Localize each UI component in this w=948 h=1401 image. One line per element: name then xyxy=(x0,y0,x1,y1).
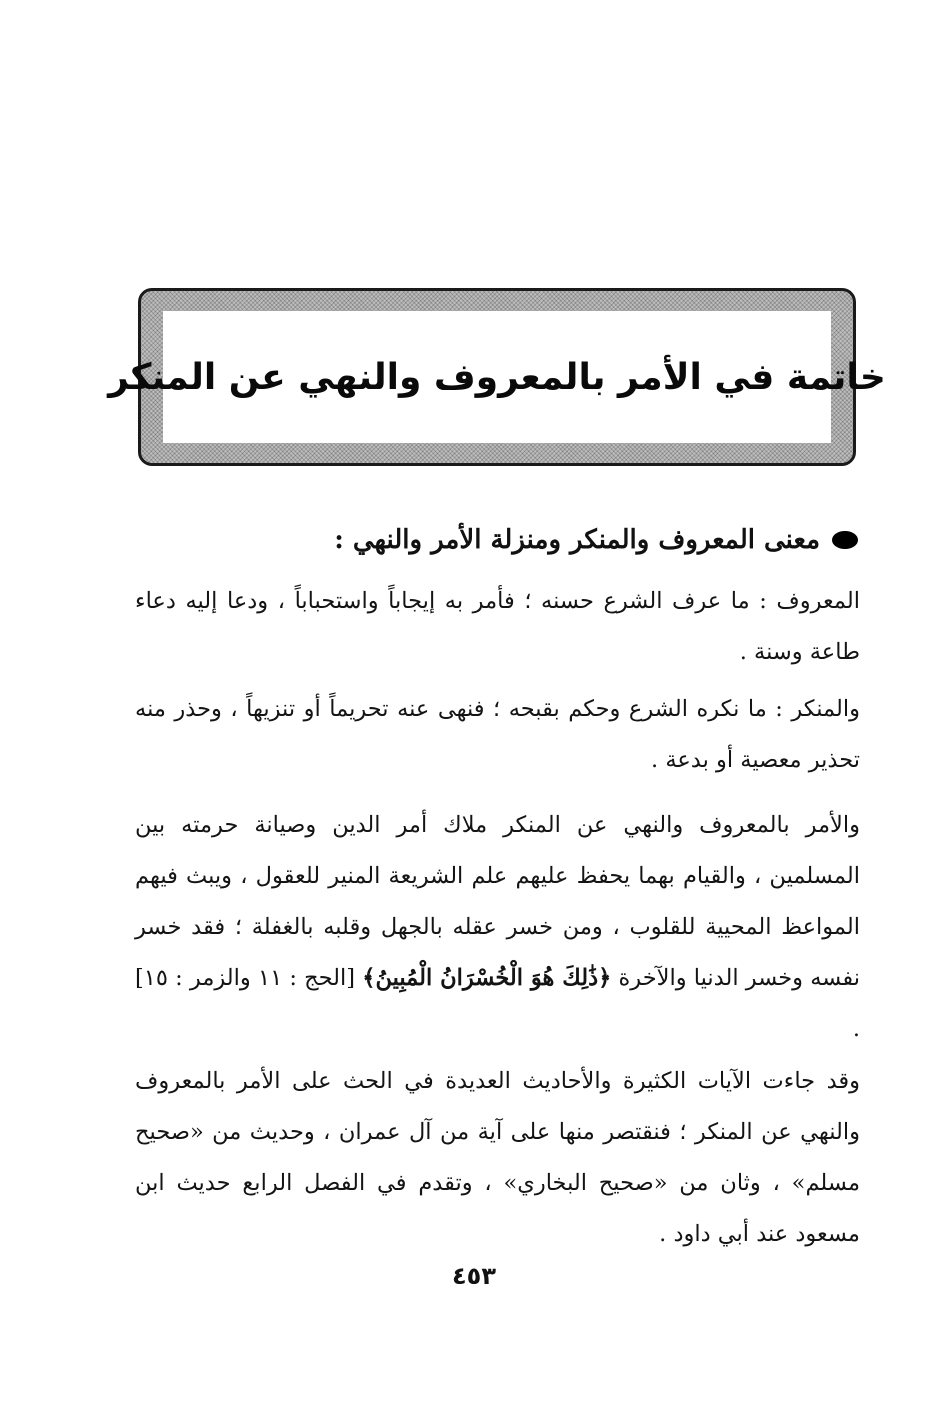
section-heading-text: معنى المعروف والمنكر ومنزلة الأمر والنهي : xyxy=(334,525,820,555)
title-frame xyxy=(108,288,886,466)
verse-reference: [الحج : ١١ والزمر : ١٥] . xyxy=(135,965,860,1042)
paragraph-importance xyxy=(135,800,860,1055)
section-heading xyxy=(158,518,858,562)
paragraph-munkar-definition: والمنكر : ما نكره الشرع وحكم بقبحه ؛ فنهى عنه تحريماً أو تنزيهاً ، وحذر منه تحذير معصية أو بدعة . xyxy=(135,696,860,773)
paragraph-importance-text: والأمر بالمعروف والنهي عن المنكر ملاك أمر الدين وصيانة حرمته بين المسلمين ، والقيام بهما يحفظ عليهم علم الشريعة المنير للعقول ، ويبث فيهم المواعظ المحيية للقلوب ، ومن خسر عقله بالجهل وقلبه بالغفلة ؛ فقد خسر نفسه وخسر الدنيا والآخرة xyxy=(135,812,861,991)
quran-verse: ﴿ذَٰلِكَ هُوَ الْخُسْرَانُ الْمُبِينُ﴾ xyxy=(362,965,612,991)
bullet-icon xyxy=(832,531,858,549)
paragraph-maruf-definition: المعروف : ما عرف الشرع حسنه ؛ فأمر به إيجاباً واستحباباً ، ودعا إليه دعاء طاعة وسنة . xyxy=(135,588,860,665)
chapter-title: خاتمة في الأمر بالمعروف والنهي عن المنكر xyxy=(108,356,886,398)
paragraph-evidence: وقد جاءت الآيات الكثيرة والأحاديث العديدة في الحث على الأمر بالمعروف والنهي عن المنكر ؛ فنقتصر منها على آية من آل عمران ، وحديث من «صحيح مسلم» ، وثان من «صحيح البخاري» ، وتقدم في الفصل الرابع حديث ابن مسعود عند أبي داود . xyxy=(135,1068,860,1247)
title-box xyxy=(108,311,886,443)
page-number: ٤٥٣ xyxy=(452,1262,496,1290)
